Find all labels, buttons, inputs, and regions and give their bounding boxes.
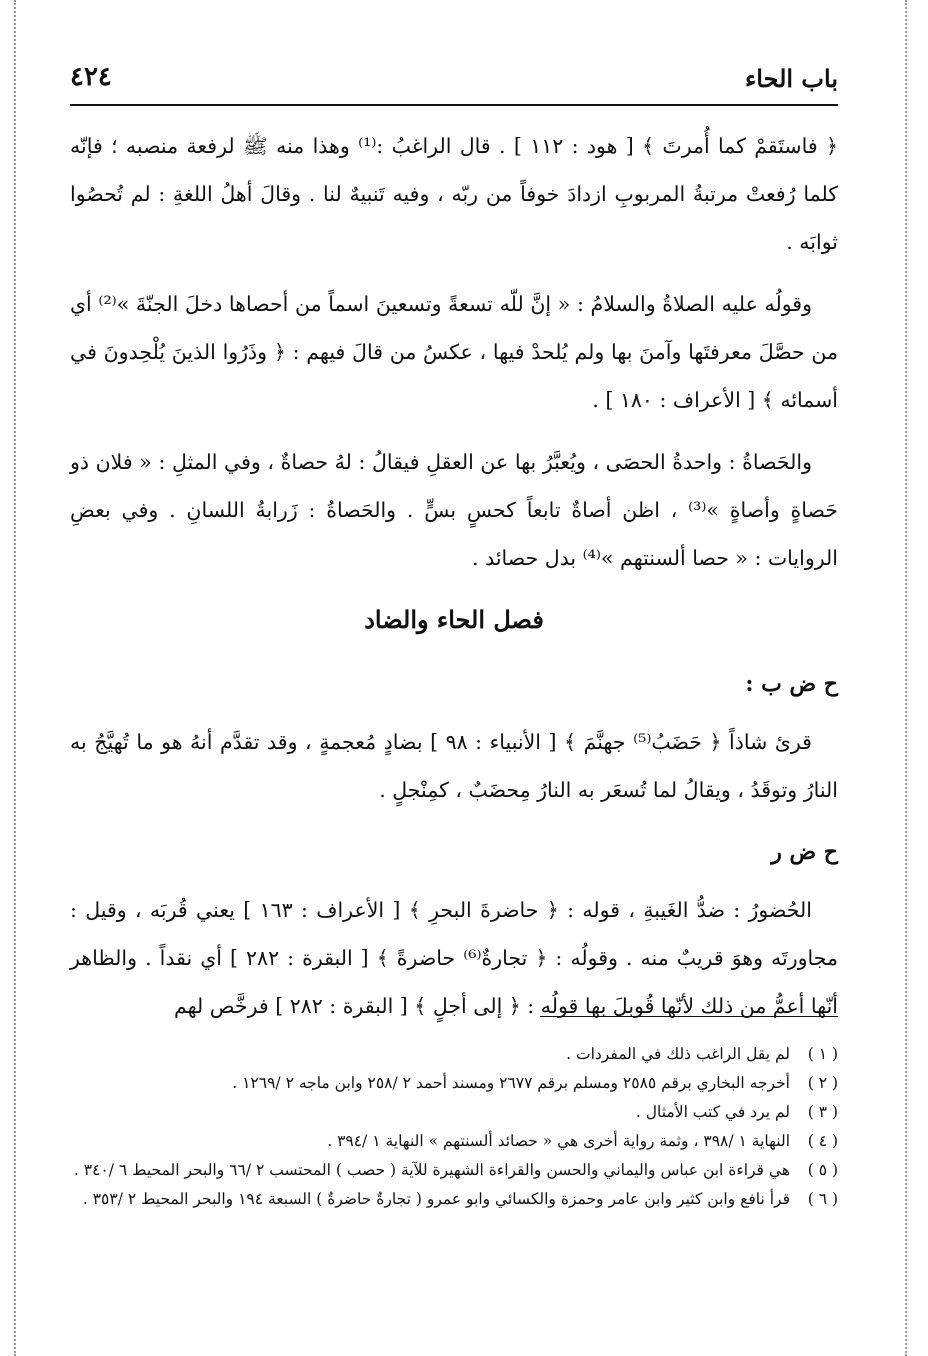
paragraph-hud-verse: ﴿ فاستَقمْ كما أُمرتَ ﴾ [ هود : ١١٢ ] . قال الراغبُ :⁽¹⁾ وهذا منه ﷺ لرفعة منصبه ؛ فإنّه كلما رُفعتْ مرتبةُ المربوبِ ازدادَ خوفاً من ربّه ، وفيه تَنبيهٌ لنا . وقالَ أهلُ اللغةِ : لم تُحصُوا ثوابَه . <box>70 134 838 254</box>
footnote <box>60 1185 838 1214</box>
footnote <box>60 1098 838 1127</box>
footnote-number: ( ٤ ) <box>807 1132 838 1150</box>
scan-edge-right <box>905 0 907 1356</box>
footnote-number: ( ٦ ) <box>807 1190 838 1208</box>
footnote <box>60 1040 838 1069</box>
paragraph-hadab: قرئ شاذاً ﴿ حَضَبُ⁽⁵⁾ جهنَّمَ ﴾ [ الأنبياء : ٩٨ ] بضادٍ مُعجمةٍ ، وقد تقدَّم أنهُ هو ما تُهيَّجُ به النارُ وتوقَدُ ، ويقالُ لما تُسعَر به النارُ مِحضَبٌ ، كمِنْجلٍ . <box>70 730 838 802</box>
footnote-text: قرأ نافع وابن كثير وابن عامر وحمزة والكسائي وابو عمرو ( تجارةٌ حاضرةٌ ) السبعة ١٩٤ والبحر المحيط ٢ /٣٥٣ . <box>82 1190 790 1208</box>
root-heading-hdr: ح ض ر <box>771 839 838 865</box>
footnote-text: هي قراءة ابن عباس واليماني والحسن والقراءة الشهيرة للآية ( حصب ) المحتسب ٢ /٦٦ والبحر المحيط ٦ /٣٤٠ . <box>73 1161 790 1179</box>
footnote <box>60 1069 838 1098</box>
root-heading-hdb: ح ض ب : <box>745 671 838 697</box>
footnote <box>60 1156 838 1185</box>
footnote-number: ( ٣ ) <box>807 1103 838 1121</box>
section-heading: فصل الحاء والضاد <box>364 605 544 634</box>
footnote-number: ( ١ ) <box>807 1045 838 1063</box>
main-text <box>70 122 838 1044</box>
paragraph-hadith-names: وقولُه عليه الصلاةُ والسلامُ : « إنَّ للّه تسعةً وتسعينَ اسماً من أحصاها دخلَ الجنّةَ »⁽²⁾ أي من حصَّلَ معرفتَها وآمنَ بها ولم يُلحدْ فيها ، عكسُ من قالَ فيهم : ﴿ وذَرُوا الذينَ يُلْحِدونَ في أسمائه ﴾ [ الأعراف : ١٨٠ ] . <box>70 292 838 412</box>
footnote-number: ( ٥ ) <box>807 1161 838 1179</box>
header-divider <box>70 104 838 106</box>
footnote-divider <box>540 1016 838 1017</box>
page-header <box>70 58 838 102</box>
footnote-text: لم يرد في كتب الأمثال . <box>635 1103 790 1121</box>
paragraph-hudur: الحُضورُ : ضدُّ الغَيبةِ ، قوله : ﴿ حاضرةَ البحرِ ﴾ [ الأعراف : ١٦٣ ] يعني قُربَه ، وقيل : مجاورتَه وهوَ قريبٌ منه . وقولُه : ﴿ تجارةٌ⁽⁶⁾ حاضرةً ﴾ [ البقرة : ٢٨٢ ] أي نقداً . والظاهر أنّها أعمُّ من ذلك لأنّها قُوبلَ بها قولُه : ﴿ إلى أجلٍ ﴾ [ البقرة : ٢٨٢ ] فرخَّص لهم <box>70 898 839 1018</box>
scan-edge-left <box>14 0 16 1356</box>
footnote-text: لم يقل الراغب ذلك في المفردات . <box>566 1045 790 1063</box>
footnote-text: النهاية ١ /٣٩٨ ، وثمة رواية أخرى هي « حصائد ألسنتهم » النهاية ١ /٣٩٤ . <box>327 1132 790 1150</box>
footnote-number: ( ٢ ) <box>807 1074 838 1092</box>
chapter-title: باب الحاء <box>744 64 838 93</box>
footnote <box>60 1127 838 1156</box>
page-number: ٤٢٤ <box>70 62 112 92</box>
footnote-text: أخرجه البخاري برقم ٢٥٨٥ ومسلم برقم ٢٦٧٧ ومسند أحمد ٢ /٢٥٨ وابن ماجه ٢ /١٢٦٩ . <box>232 1074 790 1092</box>
paragraph-hasah: والحَصاةُ : واحدةُ الحصَى ، ويُعبَّرُ بها عن العقلِ فيقالُ : لهُ حصاةٌ ، وفي المثلِ : « فلان ذو حَصاةٍ وأصاةٍ »⁽³⁾ ، اظن أصاةٌ تابعاً كحسٍ بسٍّ . والحَصاةُ : زَرابةُ اللسانِ . وفي بعضِ الروايات : « حصا ألسنتهم »⁽⁴⁾ بدل حصائد . <box>70 450 838 570</box>
footnotes <box>60 1040 838 1214</box>
